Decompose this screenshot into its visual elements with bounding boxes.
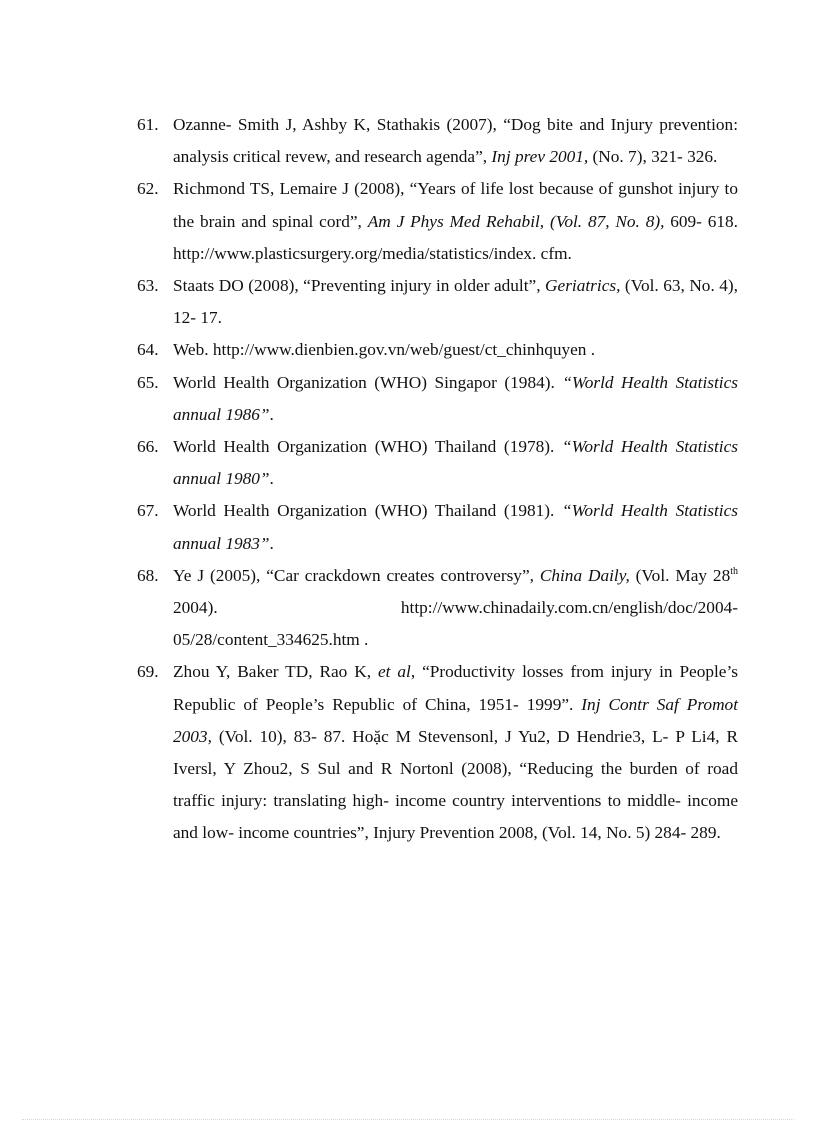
reference-text bbox=[173, 270, 738, 334]
reference-text bbox=[173, 495, 738, 559]
reference-number: 67. bbox=[137, 501, 159, 521]
citation-text: 609- 618. http://www.plasticsurgery.org/media/statistics/index. cfm. bbox=[173, 211, 739, 263]
reference-number: 64. bbox=[137, 340, 159, 360]
reference-item bbox=[137, 560, 738, 657]
citation-text: . bbox=[269, 533, 274, 553]
citation-text: Richmond TS, Lemaire J (2008), “Years of life lost because of gunshot injury to the brain and spinal cord”, bbox=[173, 179, 738, 231]
italic-citation-text: Geriatrics, bbox=[545, 276, 621, 296]
italic-citation-text: Am J Phys Med Rehabil, (Vol. 87, No. 8), bbox=[367, 211, 665, 231]
reference-item bbox=[137, 431, 738, 495]
italic-citation-text: “World Health Statistics annual 1980” bbox=[173, 437, 738, 489]
page-bottom-divider bbox=[22, 1119, 794, 1120]
citation-text: World Health Organization (WHO) Thailand (1978). bbox=[173, 437, 562, 457]
reference-text bbox=[173, 431, 738, 495]
citation-text: World Health Organization (WHO) Singapor (1984). bbox=[173, 372, 563, 392]
citation-text: Ozanne- Smith J, Ashby K, Stathakis (2007), “Dog bite and Injury prevention: analysis critical revew, and research agenda”, bbox=[173, 115, 738, 167]
reference-text bbox=[173, 109, 738, 173]
citation-text: (Vol. May 28 bbox=[629, 565, 731, 585]
reference-number: 62. bbox=[137, 179, 159, 199]
reference-number: 68. bbox=[137, 565, 159, 585]
citation-text: . bbox=[269, 469, 274, 489]
citation-text: , “Productivity losses from injury in People’s Republic of People’s Republic of China, 1951- 1999”. bbox=[173, 662, 739, 714]
italic-citation-text: Inj Contr Saf Promot 2003, bbox=[173, 694, 738, 746]
citation-text: World Health Organization (WHO) Thailand (1981). bbox=[173, 501, 562, 521]
citation-text: . bbox=[269, 404, 274, 424]
citation-text: (No. 7), 321- 326. bbox=[588, 147, 718, 167]
reference-number: 63. bbox=[137, 276, 159, 296]
citation-text: Staats DO (2008), “Preventing injury in older adult”, bbox=[173, 276, 546, 296]
italic-citation-text: “World Health Statistics annual 1983” bbox=[173, 501, 738, 553]
italic-citation-text: et al bbox=[377, 662, 411, 682]
superscript-text: th bbox=[730, 566, 738, 578]
citation-text: 2004). http://www.chinadaily.com.cn/english/doc/2004-05/28/content_334625.htm . bbox=[173, 598, 738, 650]
italic-citation-text: China Daily, bbox=[539, 565, 630, 585]
reference-item bbox=[137, 495, 738, 559]
reference-list bbox=[137, 109, 738, 850]
reference-item bbox=[137, 270, 738, 334]
italic-citation-text: Inj prev 2001, bbox=[491, 147, 589, 167]
citation-text: Zhou Y, Baker TD, Rao K, bbox=[173, 662, 378, 682]
reference-number: 69. bbox=[137, 662, 159, 682]
citation-text: (Vol. 10), 83- 87. Hoặc M Stevensonl, J Yu2, D Hendrie3, L- P Li4, R Iversl, Y Zhou2, S Sul and R Nortonl (2008), “Reducing the burden of road traffic injury: translating high- income country interventions to middle- income and low- income countries”, Injury Prevention 2008, (Vol. 14, No. 5) 284- 289. bbox=[173, 726, 738, 843]
italic-citation-text: “World Health Statistics annual 1986” bbox=[173, 372, 738, 424]
reference-item bbox=[137, 334, 738, 366]
reference-number: 65. bbox=[137, 372, 159, 392]
reference-item bbox=[137, 656, 738, 849]
reference-text bbox=[173, 656, 738, 849]
reference-item bbox=[137, 367, 738, 431]
reference-number: 66. bbox=[137, 437, 159, 457]
reference-text bbox=[173, 334, 738, 366]
reference-text bbox=[173, 560, 738, 657]
citation-text: Ye J (2005), “Car crackdown creates controversy”, bbox=[173, 565, 540, 585]
reference-text bbox=[173, 367, 738, 431]
citation-text: Web. http://www.dienbien.gov.vn/web/guest/ct_chinhquyen . bbox=[173, 340, 596, 360]
reference-text bbox=[173, 173, 738, 270]
reference-item bbox=[137, 173, 738, 270]
citation-text: (Vol. 63, No. 4), 12- 17. bbox=[173, 276, 738, 328]
reference-number: 61. bbox=[137, 115, 159, 134]
reference-item bbox=[137, 109, 738, 173]
